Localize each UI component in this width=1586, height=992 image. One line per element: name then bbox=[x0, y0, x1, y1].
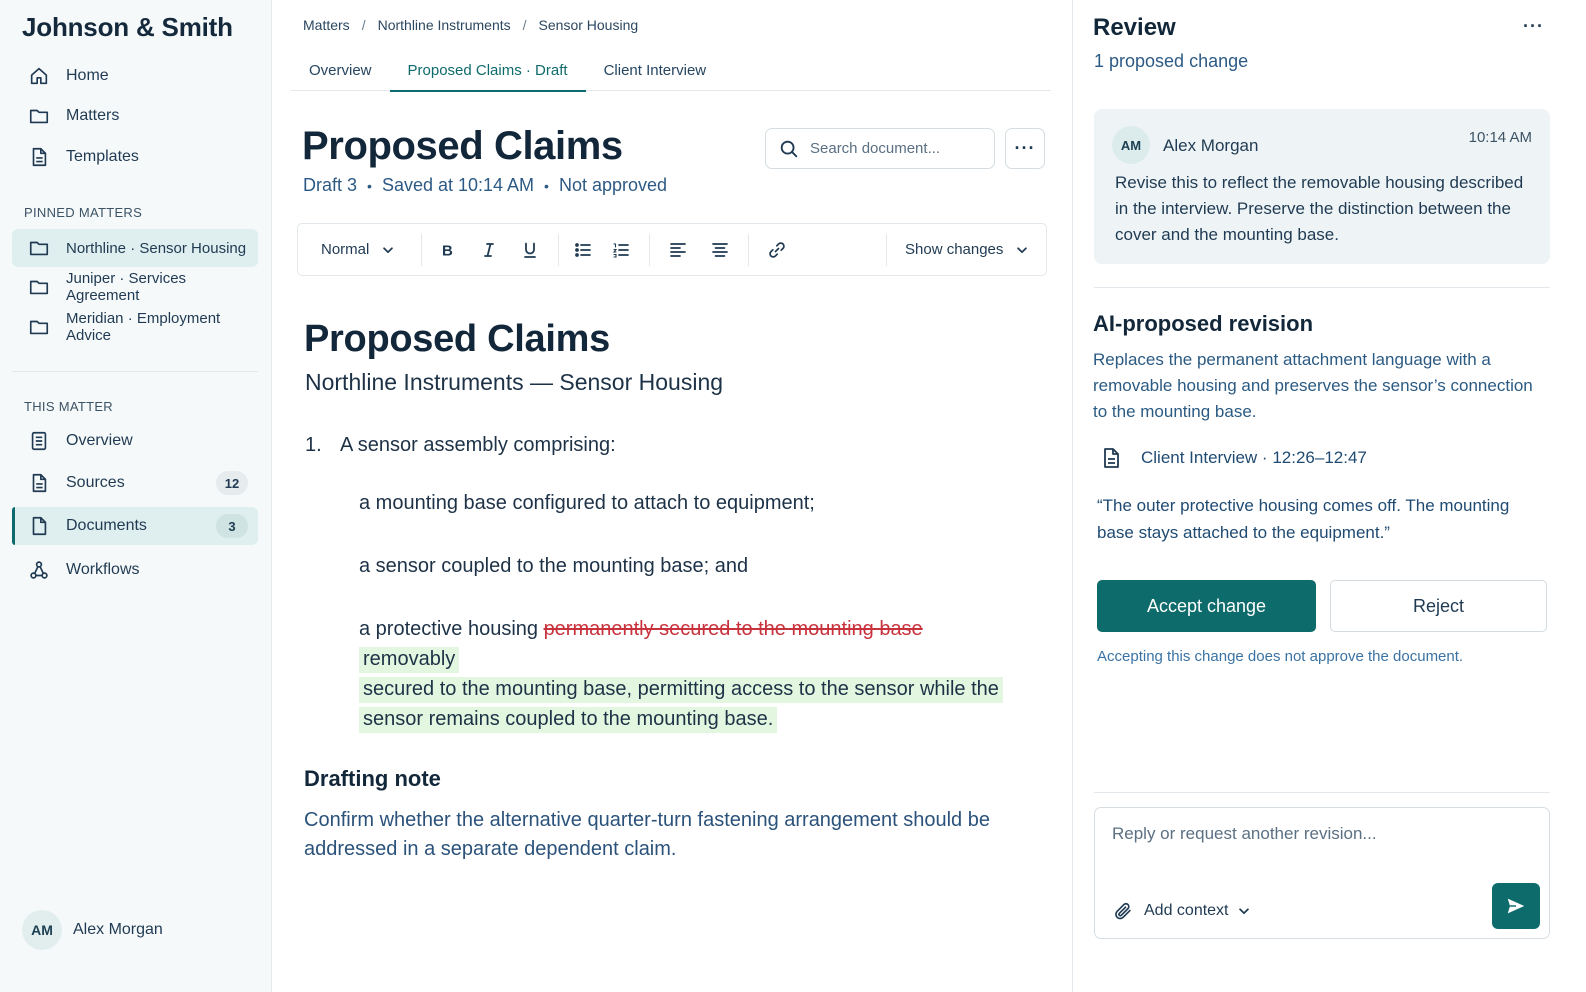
document-icon bbox=[28, 472, 50, 494]
sidebar-item-label: Workflows bbox=[66, 561, 140, 578]
tab-overview[interactable]: Overview bbox=[309, 62, 372, 79]
italic-icon bbox=[479, 240, 499, 260]
toolbar-divider bbox=[886, 234, 887, 266]
approval-status: Not approved bbox=[558, 175, 668, 195]
bold-button[interactable] bbox=[437, 224, 457, 275]
sidebar-item-matters[interactable] bbox=[12, 97, 258, 135]
bulleted-list-button[interactable] bbox=[573, 224, 593, 275]
search-icon bbox=[778, 138, 810, 160]
document-status bbox=[303, 175, 667, 196]
source-reference[interactable] bbox=[1099, 446, 1367, 470]
saved-time: Saved at 10:14 AM bbox=[381, 175, 535, 195]
sidebar-item-overview[interactable] bbox=[12, 422, 258, 460]
source-label: Client Interview · 12:26–12:47 bbox=[1141, 448, 1367, 467]
breadcrumb bbox=[303, 17, 638, 33]
tracked-insertion[interactable]: secured to the mounting base, permitting access to the sensor while the bbox=[359, 677, 1003, 703]
svg-text:B: B bbox=[442, 242, 453, 259]
folder-icon bbox=[28, 276, 50, 298]
breadcrumb-northline[interactable]: Northline Instruments bbox=[377, 17, 511, 33]
user-profile[interactable] bbox=[22, 910, 163, 950]
source-quote: “The outer protective housing comes off. The mounting base stays attached to the equipment.” bbox=[1097, 496, 1510, 542]
toolbar-divider bbox=[558, 234, 559, 266]
formatting-toolbar bbox=[297, 223, 1047, 276]
reply-composer bbox=[1094, 807, 1550, 939]
tab-proposed-claims[interactable]: Proposed Claims · Draft bbox=[390, 50, 586, 91]
claim-preamble: A sensor assembly comprising: bbox=[340, 434, 616, 456]
insert-link-button[interactable] bbox=[767, 224, 787, 275]
show-changes-select[interactable] bbox=[905, 224, 1029, 275]
numbered-list-button[interactable] bbox=[611, 224, 631, 275]
proposed-change-count: 1 proposed change bbox=[1094, 51, 1249, 71]
tab-client-interview[interactable]: Client Interview bbox=[603, 62, 707, 79]
sources-count-badge: 12 bbox=[216, 471, 248, 495]
file-icon bbox=[28, 515, 50, 537]
drafting-note-heading: Drafting note bbox=[304, 766, 441, 791]
add-context-button[interactable] bbox=[1112, 900, 1251, 922]
link-icon bbox=[767, 240, 787, 260]
align-center-icon bbox=[710, 240, 730, 260]
claim-number: 1. bbox=[305, 434, 322, 456]
meta-separator: • bbox=[367, 177, 372, 194]
sidebar-item-juniper[interactable] bbox=[12, 268, 258, 306]
claim-element-1: a mounting base configured to attach to equipment; bbox=[359, 492, 815, 514]
comment-author: Alex Morgan bbox=[1163, 136, 1259, 155]
sidebar-item-label: Northline · Sensor Housing bbox=[66, 239, 247, 257]
paragraph-style-select[interactable] bbox=[321, 224, 395, 275]
pinned-matters-heading: PINNED MATTERS bbox=[24, 205, 143, 220]
folder-icon bbox=[28, 237, 50, 259]
document-subtitle: Northline Instruments — Sensor Housing bbox=[305, 369, 724, 395]
breadcrumb-separator: / bbox=[522, 17, 527, 33]
underline-icon bbox=[520, 240, 540, 260]
sidebar-item-templates[interactable] bbox=[12, 138, 258, 176]
sidebar-item-label: Overview bbox=[66, 432, 133, 449]
breadcrumb-matters[interactable]: Matters bbox=[303, 17, 350, 33]
review-divider bbox=[1094, 792, 1550, 793]
sidebar-item-home[interactable] bbox=[12, 57, 258, 95]
draft-version: Draft 3 bbox=[303, 175, 358, 195]
more-options-button[interactable]: ··· bbox=[1005, 128, 1045, 169]
sidebar-item-meridian[interactable] bbox=[12, 308, 258, 346]
chevron-down-icon bbox=[1237, 904, 1251, 918]
accept-disclaimer: Accepting this change does not approve the document. bbox=[1097, 648, 1464, 665]
tracked-deletion[interactable]: permanently secured to the mounting base bbox=[543, 618, 923, 640]
sidebar-item-label: Home bbox=[66, 67, 109, 84]
workflow-icon bbox=[28, 559, 50, 581]
sidebar-item-workflows[interactable] bbox=[12, 551, 258, 589]
sidebar-item-documents[interactable] bbox=[12, 507, 258, 545]
ai-revision-description: Replaces the permanent attachment language with a removable housing and preserves the sensor’s connection to the mounting base. bbox=[1093, 350, 1533, 421]
sidebar bbox=[0, 0, 272, 992]
tracked-insertion[interactable]: removably bbox=[359, 647, 459, 673]
document-tabs bbox=[291, 50, 1051, 91]
breadcrumb-sensor-housing[interactable]: Sensor Housing bbox=[538, 17, 639, 33]
list-document-icon bbox=[28, 430, 50, 452]
comment-time: 10:14 AM bbox=[1468, 129, 1532, 146]
element-3-prefix: a protective housing bbox=[359, 618, 544, 640]
chevron-down-icon bbox=[1015, 243, 1029, 257]
sidebar-item-label: Matters bbox=[66, 107, 120, 124]
align-center-button[interactable] bbox=[710, 224, 730, 275]
claim-element-2: a sensor coupled to the mounting base; and bbox=[359, 555, 749, 577]
bold-icon bbox=[437, 240, 457, 260]
document-editor bbox=[272, 0, 1072, 992]
sidebar-item-label: Sources bbox=[66, 474, 125, 491]
numbered-list-icon bbox=[611, 240, 631, 260]
ai-revision-heading: AI-proposed revision bbox=[1093, 311, 1314, 336]
this-matter-heading: THIS MATTER bbox=[24, 399, 113, 414]
home-icon bbox=[28, 65, 50, 87]
paperclip-icon bbox=[1112, 900, 1134, 922]
review-more-button[interactable]: ··· bbox=[1523, 16, 1544, 36]
review-panel bbox=[1072, 0, 1586, 992]
bulleted-list-icon bbox=[573, 240, 593, 260]
review-divider bbox=[1094, 287, 1550, 288]
tracked-insertion[interactable]: sensor remains coupled to the mounting base. bbox=[359, 707, 777, 733]
comment-card bbox=[1094, 109, 1550, 264]
drafting-note-text: Confirm whether the alternative quarter-turn fastening arrangement should be addressed in a separate dependent claim. bbox=[304, 809, 990, 860]
folder-icon bbox=[28, 316, 50, 338]
sidebar-divider bbox=[12, 371, 258, 372]
accept-change-button[interactable]: Accept change bbox=[1097, 580, 1316, 632]
review-title: Review bbox=[1093, 14, 1176, 41]
sidebar-item-sources[interactable] bbox=[12, 464, 258, 502]
comment-text: Revise this to reflect the removable housing described in the interview. Preserve the distinction between the cover and the mounting base. bbox=[1115, 173, 1524, 244]
user-name: Alex Morgan bbox=[73, 921, 163, 938]
documents-count-badge: 3 bbox=[216, 514, 248, 538]
show-changes-label: Show changes bbox=[905, 241, 1004, 258]
document-icon bbox=[28, 146, 50, 168]
italic-button[interactable] bbox=[479, 224, 499, 275]
reply-input[interactable] bbox=[1112, 824, 1532, 864]
toolbar-divider bbox=[748, 234, 749, 266]
avatar: AM bbox=[22, 910, 62, 950]
brand-name: Johnson & Smith bbox=[22, 12, 233, 42]
document-icon bbox=[1099, 446, 1123, 470]
add-context-label: Add context bbox=[1144, 902, 1229, 919]
search-box[interactable] bbox=[765, 128, 995, 169]
paragraph-style-value: Normal bbox=[321, 241, 370, 258]
toolbar-divider bbox=[421, 234, 422, 266]
align-left-icon bbox=[668, 240, 688, 260]
claim-element-3 bbox=[359, 614, 1019, 734]
sidebar-item-label: Documents bbox=[66, 517, 147, 534]
avatar: AM bbox=[1112, 126, 1150, 164]
sidebar-item-northline[interactable] bbox=[12, 229, 258, 267]
sidebar-item-label: Meridian · Employment Advice bbox=[66, 310, 221, 344]
search-input[interactable] bbox=[810, 140, 980, 157]
send-button[interactable] bbox=[1492, 883, 1540, 929]
send-icon bbox=[1505, 895, 1527, 917]
chevron-down-icon bbox=[381, 243, 395, 257]
folder-icon bbox=[28, 105, 50, 127]
toolbar-divider bbox=[649, 234, 650, 266]
sidebar-item-label: Templates bbox=[66, 148, 139, 165]
align-left-button[interactable] bbox=[668, 224, 688, 275]
document-title: Proposed Claims bbox=[304, 318, 610, 360]
page-title: Proposed Claims bbox=[302, 124, 623, 168]
reject-button[interactable]: Reject bbox=[1330, 580, 1547, 632]
sidebar-item-label: Juniper · Services Agreement bbox=[66, 270, 187, 304]
breadcrumb-separator: / bbox=[361, 17, 366, 33]
meta-separator: • bbox=[544, 177, 549, 194]
underline-button[interactable] bbox=[520, 224, 540, 275]
